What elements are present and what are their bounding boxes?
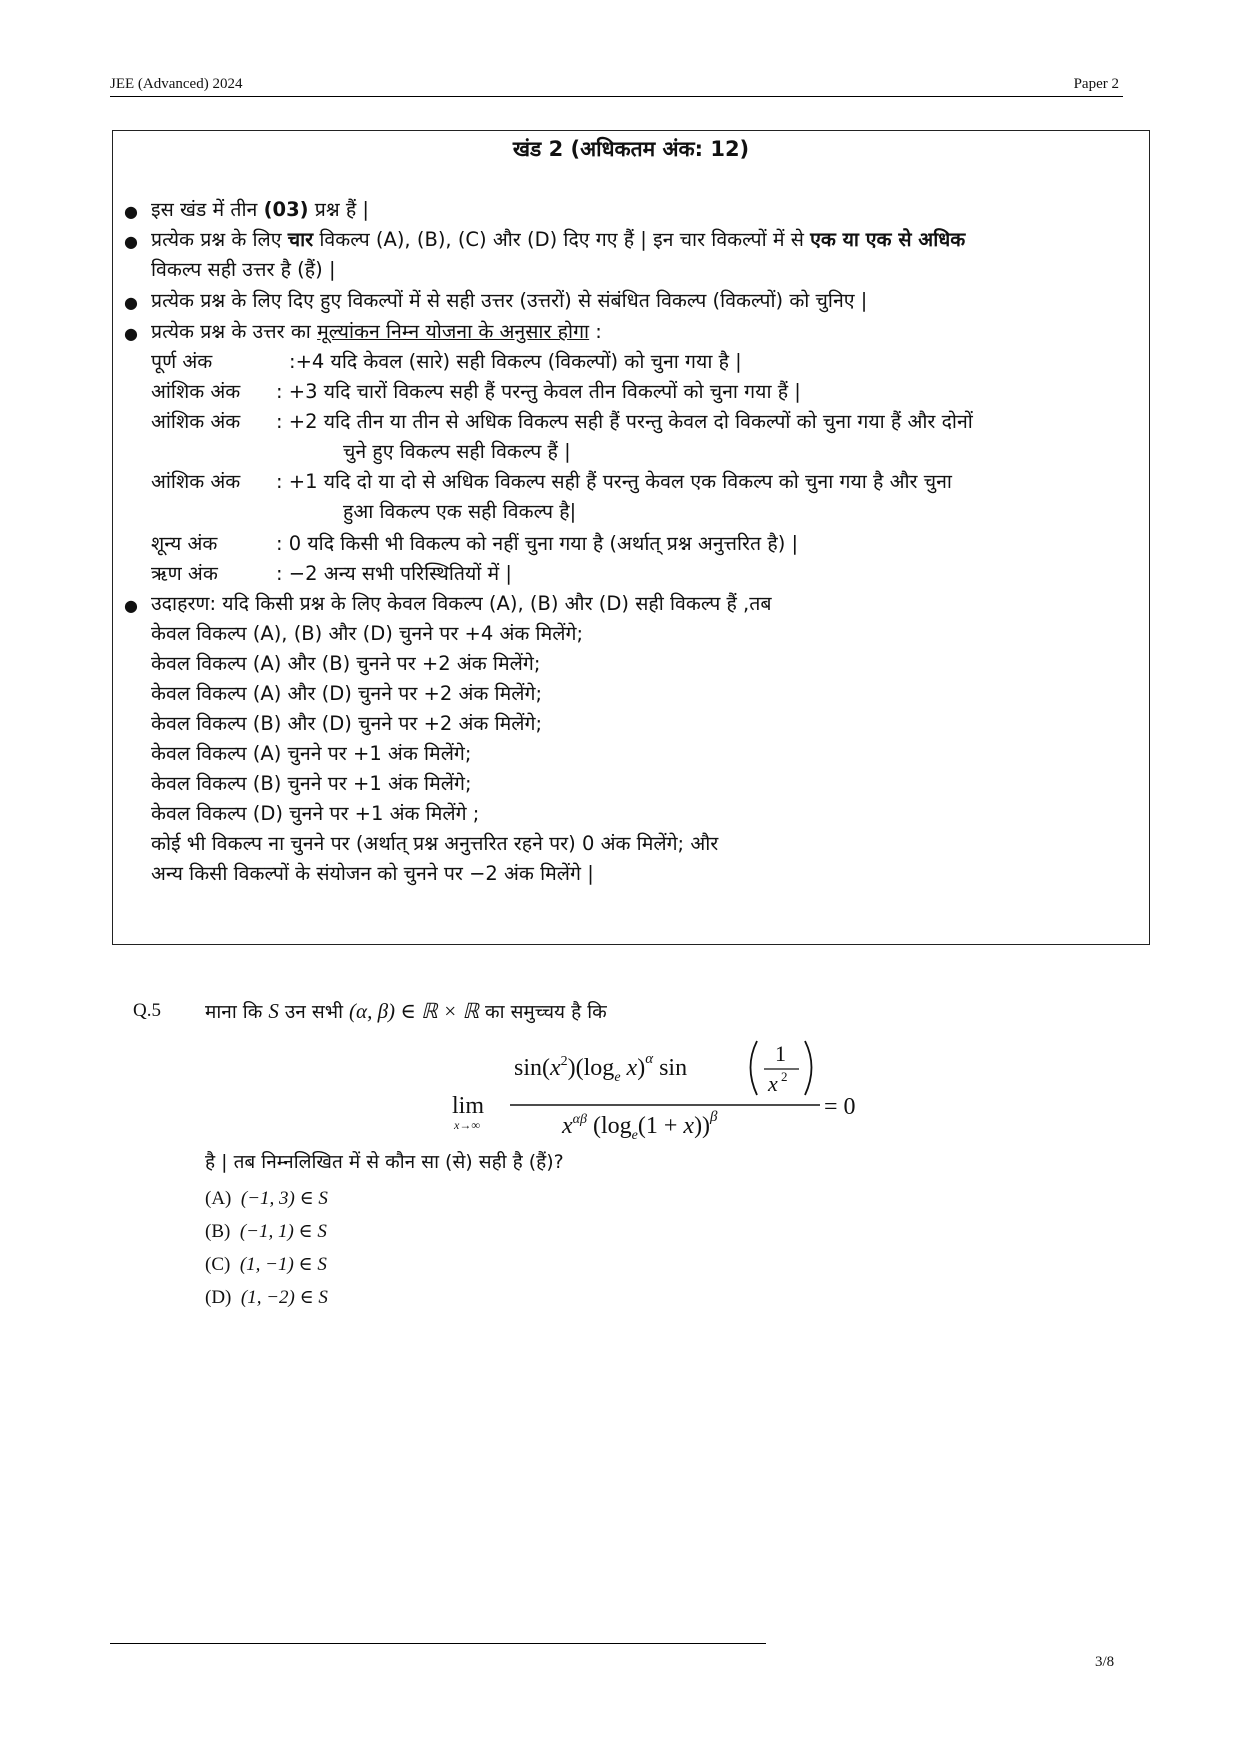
instruction-2: प्रत्येक प्रश्न के लिए चार विकल्प (A), (B), (C) और (D) दिए गए हैं | इन चार विकल्पों में से एक या एक से अधिक (151, 228, 966, 251)
example-line: केवल विकल्प (A) चुनने पर +1 अंक मिलेंगे; (151, 742, 472, 765)
instruction-3: प्रत्येक प्रश्न के लिए दिए हुए विकल्पों में से सही उत्तर (उत्तरों) से संबंधित विकल्प (विकल्पों) को चुनिए | (151, 289, 868, 312)
example-line: केवल विकल्प (D) चुनने पर +1 अंक मिलेंगे ; (151, 802, 480, 825)
svg-text:1: 1 (775, 1041, 786, 1066)
question-intro: माना कि S उन सभी (α, β) ∈ ℝ × ℝ का समुच्चय है कि (205, 999, 607, 1023)
marking-full: पूर्ण अंक :+4 यदि केवल (सारे) सही विकल्प (विकल्पों) को चुना गया है | (151, 350, 742, 373)
example-line: केवल विकल्प (A) और (D) चुनने पर +2 अंक मिलेंगे; (151, 682, 543, 705)
instruction-2-continued: विकल्प सही उत्तर है (हैं) | (151, 258, 336, 281)
question-prompt: है | तब निम्नलिखित में से कौन सा (से) सही है (हैं)? (205, 1151, 564, 1173)
section-instructions-box (112, 130, 1150, 945)
bullet-icon: ● (124, 293, 138, 312)
example-line: केवल विकल्प (B) और (D) चुनने पर +2 अंक मिलेंगे; (151, 712, 543, 735)
exam-title: JEE (Advanced) 2024 (110, 76, 243, 92)
svg-text:x: x (768, 1071, 778, 1096)
example-line: अन्य किसी विकल्पों के संयोजन को चुनने पर −2 अंक मिलेंगे | (151, 862, 594, 885)
marking-partial-1: आंशिक अंक : +1 यदि दो या दो से अधिक विकल्प सही हैं परन्तु केवल एक विकल्प को चुना गया है और चुना (151, 470, 952, 493)
bullet-icon: ● (124, 232, 138, 251)
option-d[interactable]: (D) (1, −2) ∈ S (205, 1287, 328, 1308)
equals-zero: = 0 (824, 1094, 856, 1120)
limit-equation (450, 1035, 900, 1145)
section-title: खंड 2 (अधिकतम अंक: 12) (512, 137, 750, 161)
example-line: कोई भी विकल्प ना चुनने पर (अर्थात् प्रश्न अनुत्तरित रहने पर) 0 अंक मिलेंगे; और (151, 832, 719, 855)
denominator: $x^{\alpha\beta}$ $(\log_e(1 + x))^\beta$ (562, 1109, 718, 1143)
option-a[interactable]: (A) (−1, 3) ∈ S (205, 1188, 328, 1209)
svg-text:2: 2 (781, 1069, 788, 1084)
example-line: केवल विकल्प (A), (B) और (D) चुनने पर +4 अंक मिलेंगे; (151, 622, 584, 645)
paper-label: Paper 2 (1073, 76, 1119, 92)
marking-zero: शून्य अंक : 0 यदि किसी भी विकल्प को नहीं चुना गया है (अर्थात् प्रश्न अनुत्तरित है) | (151, 532, 799, 555)
marking-partial-1-continued: हुआ विकल्प एक सही विकल्प है| (343, 500, 577, 523)
example-intro: उदाहरण: यदि किसी प्रश्न के लिए केवल विकल्प (A), (B) और (D) सही विकल्प हैं ,तब (151, 592, 772, 615)
marking-negative: ऋण अंक : −2 अन्य सभी परिस्थितियों में | (151, 562, 512, 585)
bullet-icon: ● (124, 596, 138, 615)
option-c[interactable]: (C) (1, −1) ∈ S (205, 1254, 327, 1275)
marking-partial-3: आंशिक अंक : +3 यदि चारों विकल्प सही हैं परन्तु केवल तीन विकल्पों को चुना गया हैं | (151, 380, 801, 403)
lim-subscript: x→∞ (454, 1118, 480, 1132)
option-b[interactable]: (B) (−1, 1) ∈ S (205, 1221, 327, 1242)
instruction-4: प्रत्येक प्रश्न के उत्तर का मूल्यांकन निम्न योजना के अनुसार होगा : (151, 320, 602, 343)
bullet-icon: ● (124, 202, 138, 221)
lim-operator: lim (452, 1093, 485, 1119)
example-line: केवल विकल्प (A) और (B) चुनने पर +2 अंक मिलेंगे; (151, 652, 541, 675)
page-number: 3/8 (1095, 1654, 1115, 1670)
marking-partial-2-continued: चुने हुए विकल्प सही विकल्प हैं | (343, 440, 571, 463)
bullet-icon: ● (124, 324, 138, 343)
marking-partial-2: आंशिक अंक : +2 यदि तीन या तीन से अधिक विकल्प सही हैं परन्तु केवल दो विकल्पों को चुना गया हैं और दोनों (151, 410, 973, 433)
numerator: $\sin(x^2)(\log_e$ x)$^\alpha$ sin (514, 1051, 688, 1085)
example-line: केवल विकल्प (B) चुनने पर +1 अंक मिलेंगे; (151, 772, 472, 795)
footer-rule (110, 1643, 766, 1644)
instruction-1: इस खंड में तीन (03) प्रश्न हैं | (151, 198, 369, 221)
question-number: Q.5 (133, 1000, 161, 1021)
page-header (110, 76, 1123, 97)
